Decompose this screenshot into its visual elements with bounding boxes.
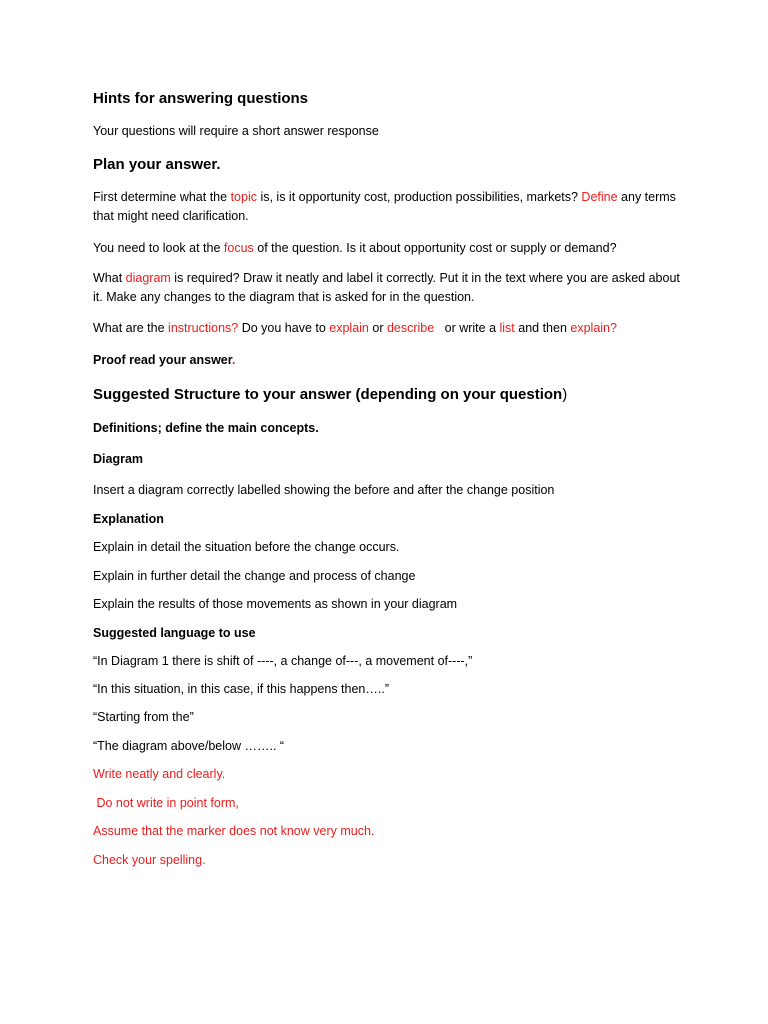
keyword-list: list: [499, 321, 515, 335]
keyword-diagram: diagram: [125, 271, 171, 285]
language-quote-1: “In Diagram 1 there is shift of ----, a change of---, a movement of----,”: [93, 654, 473, 668]
explanation-label: Explanation: [93, 512, 164, 526]
plan-paragraph-diagram: What diagram is required? Draw it neatly and label it correctly. Put it in the text where you are asked about it. Make any changes to the diagram that is asked for in the question.: [93, 271, 680, 304]
explain-change: Explain in further detail the change and process of change: [93, 569, 416, 583]
definitions-line: Definitions; define the main concepts.: [93, 421, 319, 435]
keyword-explain-then: explain?: [570, 321, 617, 335]
language-quote-2: “In this situation, in this case, if this happens then…..”: [93, 682, 389, 696]
explain-before: Explain in detail the situation before the change occurs.: [93, 540, 400, 554]
tip-check-spelling: Check your spelling.: [93, 853, 206, 867]
tip-no-point-form: Do not write in point form,: [93, 796, 239, 810]
plan-heading: Plan your answer.: [93, 156, 221, 173]
intro-text: Your questions will require a short answer response: [93, 124, 379, 138]
language-quote-3: “Starting from the”: [93, 710, 194, 724]
keyword-define: Define: [581, 190, 618, 204]
explain-results: Explain the results of those movements as shown in your diagram: [93, 597, 458, 611]
language-label: Suggested language to use: [93, 626, 256, 640]
plan-paragraph-focus: You need to look at the focus of the question. Is it about opportunity cost or supply or demand?: [93, 241, 617, 255]
plan-paragraph-topic: First determine what the topic is, is it opportunity cost, production possibilities, markets? Define any terms that might need clarification.: [93, 190, 676, 223]
diagram-label: Diagram: [93, 452, 144, 466]
tip-assume-marker: Assume that the marker does not know very much.: [93, 824, 375, 838]
keyword-describe: describe: [386, 321, 435, 335]
keyword-instructions: instructions?: [168, 321, 239, 335]
keyword-focus: focus: [223, 241, 254, 255]
tip-write-neatly: Write neatly and clearly.: [93, 767, 226, 781]
structure-heading: Suggested Structure to your answer (depending on your question): [93, 386, 568, 403]
keyword-topic: topic: [230, 190, 257, 204]
language-quote-4: “The diagram above/below …….. “: [93, 739, 285, 753]
diagram-instruction: Insert a diagram correctly labelled showing the before and after the change position: [93, 483, 555, 497]
proof-read-line: Proof read your answer.: [93, 353, 236, 367]
document-title: Hints for answering questions: [93, 90, 309, 107]
keyword-explain: explain: [329, 321, 369, 335]
plan-paragraph-instructions: What are the instructions? Do you have to explain or describe or write a list and then explain?: [93, 321, 617, 335]
